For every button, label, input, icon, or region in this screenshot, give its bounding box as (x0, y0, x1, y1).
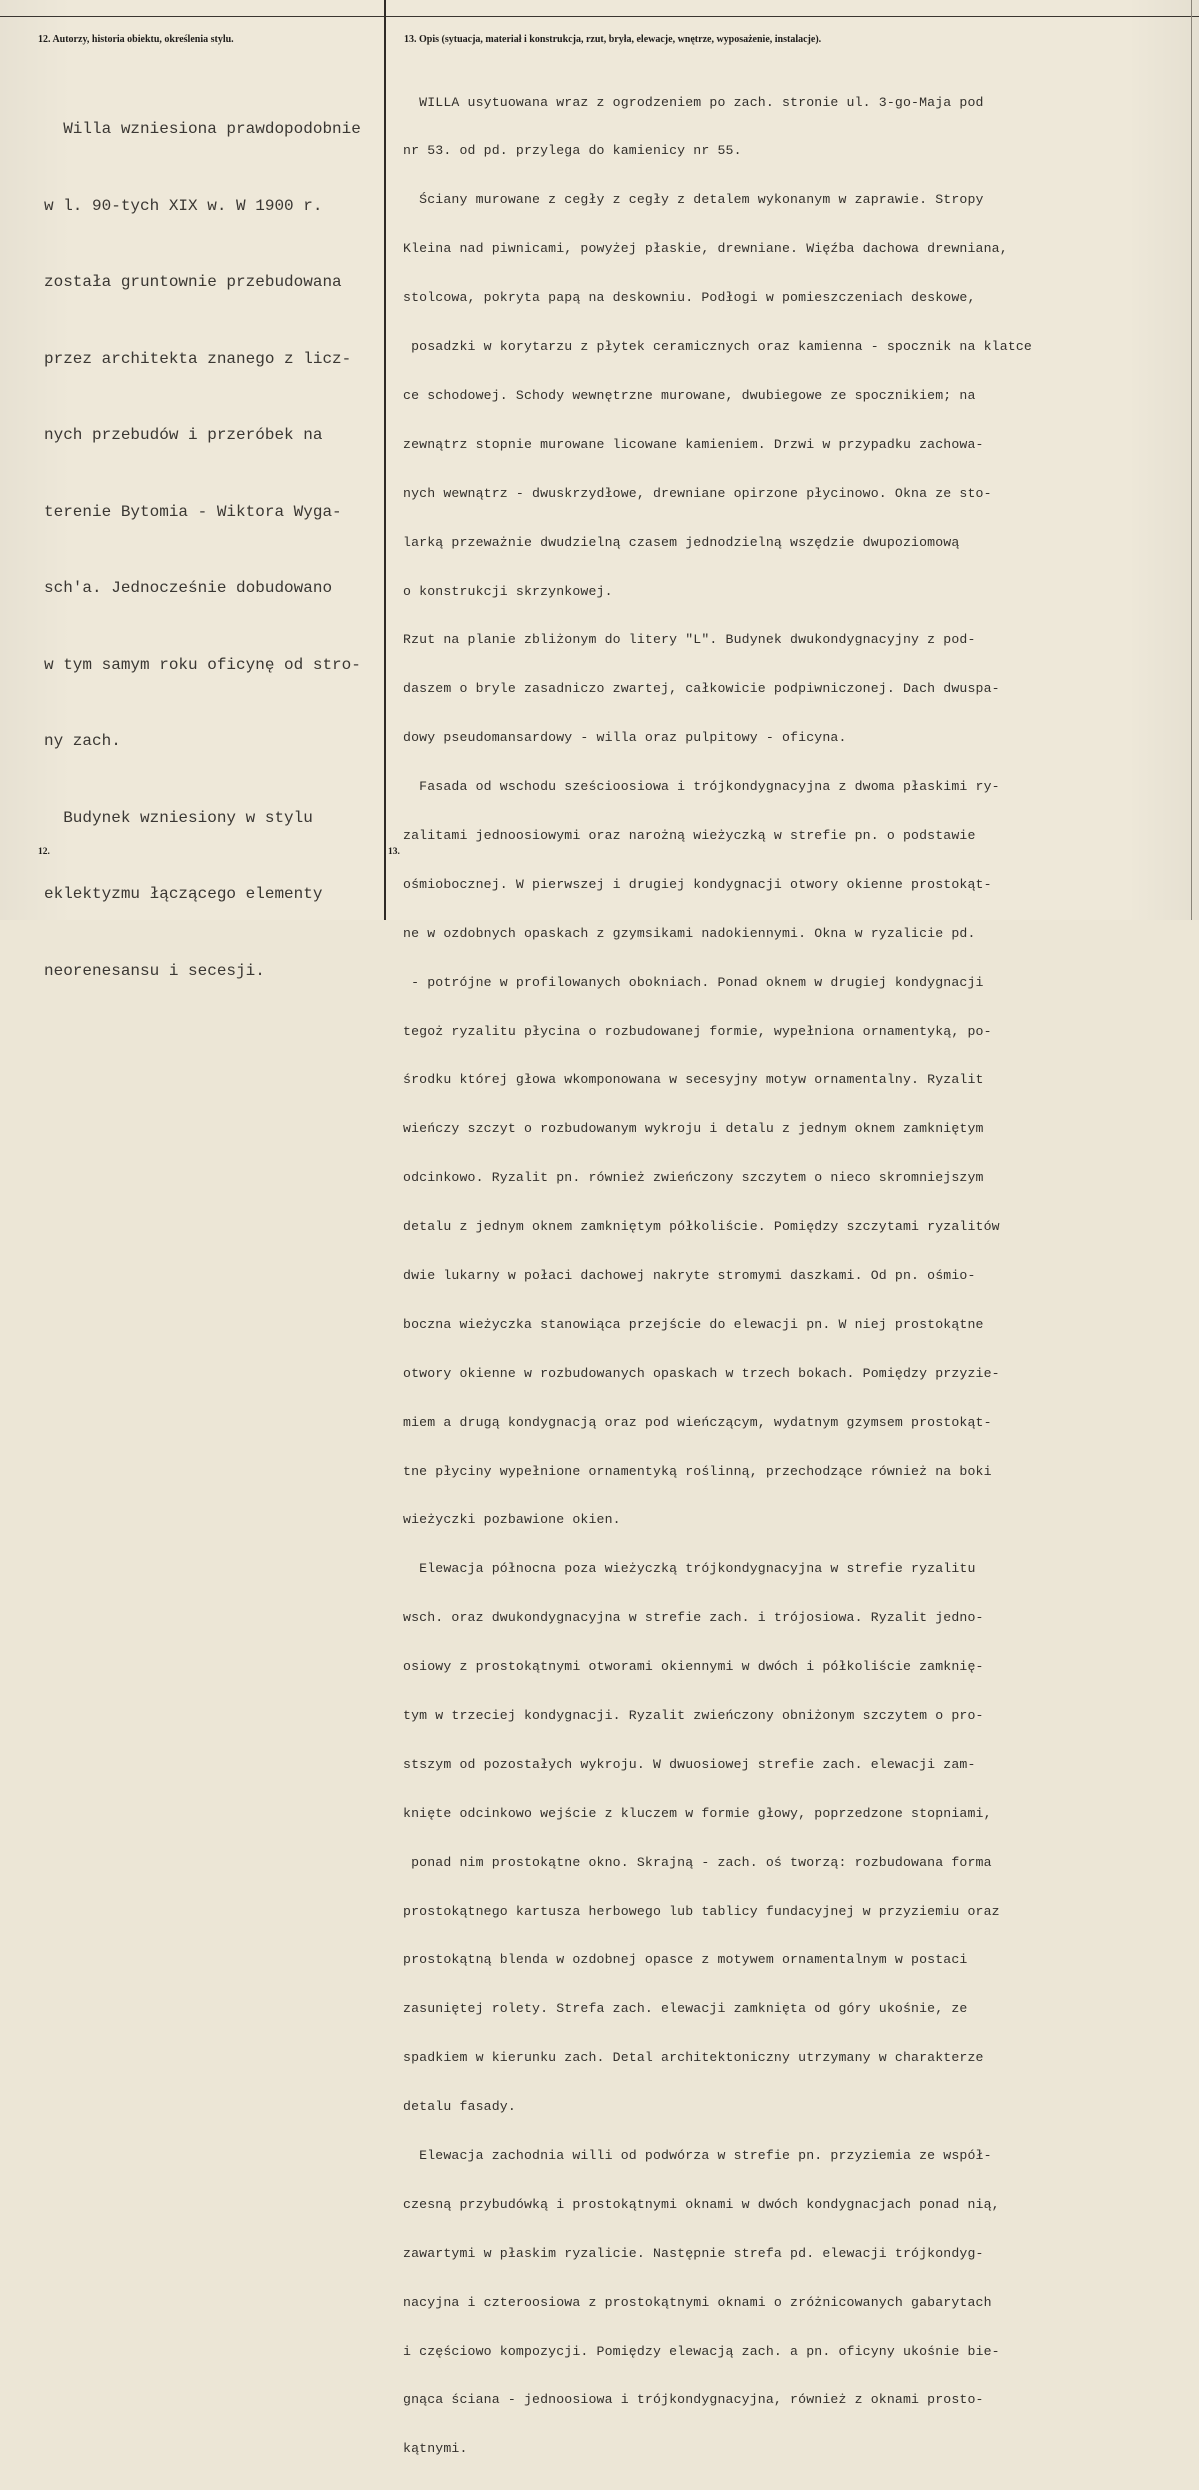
text-line: przez architekta znanego z licz- (44, 349, 352, 368)
text-line: gnąca ściana - jednoosiowa i trójkondygnacyjna, również z oknami prosto- (403, 2392, 984, 2408)
text-line: dwie lukarny w połaci dachowej nakryte stromymi daszkami. Od pn. ośmio- (403, 1267, 976, 1283)
text-line: eklektyzmu łączącego elementy (44, 885, 323, 903)
text-line: Rzut na planie zbliżonym do litery "L". Budynek dwukondygnacyjny z pod- (403, 632, 976, 648)
section-13-number: 13. Opis (404, 34, 440, 45)
page-edge (1191, 0, 1192, 920)
text-line: nacyjna i czteroosiowa z prostokątnymi oknami o zróżnicowanych gabarytach (403, 2294, 992, 2310)
text-line: spadkiem w kierunku zach. Detal architektoniczny utrzymany w charakterze (403, 2050, 984, 2066)
text-line: ny zach. (44, 732, 121, 750)
section-13-description: (sytuacja, materiał i konstrukcja, rzut, bryła, elewacje, wnętrze, wyposażenie, instalacje). (441, 34, 822, 45)
text-line: została gruntownie przebudowana (44, 273, 342, 291)
text-line: nr 53. od pd. przylega do kamienicy nr 55. (403, 143, 742, 159)
text-line: zalitami jednoosiowymi oraz narożną wieżyczką w strefie pn. o podstawie (403, 827, 976, 843)
text-line: nych wewnątrz - dwuskrzydłowe, drewniane opirzone płycinowo. Okna ze sto- (403, 485, 992, 501)
text-line: Kleina nad piwnicami, powyżej płaskie, drewniane. Więźba dachowa drewniana, (403, 241, 1008, 257)
text-line: sch'a. Jednocześnie dobudowano (44, 579, 333, 597)
text-line: wsch. oraz dwukondygnacyjna w strefie zach. i trójosiowa. Ryzalit jedno- (403, 1610, 984, 1626)
text-line: ponad nim prostokątne okno. Skrajną - zach. oś tworzą: rozbudowana forma (403, 1854, 992, 1870)
text-line: Budynek wzniesiony w stylu (44, 808, 313, 827)
text-line: knięte odcinkowo wejście z kluczem w formie głowy, poprzedzone stopniami, (403, 1805, 992, 1821)
text-line: detalu fasady. (403, 2099, 516, 2115)
text-line: tym w trzeciej kondygnacji. Ryzalit zwieńczony obniżonym szczytem o pro- (403, 1707, 984, 1723)
section-13-footer-number: 13. (388, 847, 400, 857)
text-line: odcinkowo. Ryzalit pn. również zwieńczony szczytem o nieco skromniejszym (403, 1170, 984, 1186)
text-line: boczna wieżyczka stanowiąca przejście do elewacji pn. W niej prostokątne (403, 1316, 984, 1332)
text-line: zewnątrz stopnie murowane licowane kamieniem. Drzwi w przypadku zachowa- (403, 436, 984, 452)
section-12-header: 12. Autorzy, historia obiektu, określenia stylu. (38, 34, 234, 45)
text-line: w tym samym roku oficynę od stro- (44, 655, 361, 674)
text-line: ne w ozdobnych opaskach z gzymsikami nadokiennymi. Okna w ryzalicie pd. (403, 925, 976, 941)
text-line: tne płyciny wypełnione ornamentyką roślinną, przechodzące również na boki (403, 1463, 992, 1479)
column-divider (384, 0, 386, 920)
text-line: Ściany murowane z cegły z cegły z detalem wykonanym w zaprawie. Stropy (403, 192, 984, 208)
text-line: terenie Bytomia - Wiktora Wyga- (44, 502, 342, 521)
text-line: ośmiobocznej. W pierwszej i drugiej kondygnacji otwory okienne prostokąt- (403, 876, 992, 892)
text-line: o konstrukcji skrzynkowej. (403, 583, 613, 599)
text-line: Elewacja zachodnia willi od podwórza w strefie pn. przyziemia ze współ- (403, 2148, 992, 2163)
text-line: kątnymi. (403, 2441, 468, 2457)
text-line: nych przebudów i przeróbek na (44, 426, 323, 444)
text-line: tegoż ryzalitu płycina o rozbudowanej formie, wypełniona ornamentyką, po- (403, 1023, 992, 1039)
text-line: prostokątną blenda w ozdobnej opasce z motywem ornamentalnym w postaci (403, 1952, 968, 1968)
text-line: larką przeważnie dwudzielną czasem jednodzielną wszędzie dwupoziomową (403, 534, 960, 550)
text-line: zasuniętej rolety. Strefa zach. elewacji zamknięta od góry ukośnie, ze (403, 2001, 968, 2017)
text-line: daszem o bryle zasadniczo zwartej, całkowicie podpiwniczonej. Dach dwuspa- (403, 681, 1000, 697)
section-13-typed-text (403, 62, 1188, 2490)
text-line: osiowy z prostokątnymi otworami okiennymi w dwóch i półkoliście zamknię- (403, 1659, 984, 1675)
section-12-footer-number: 12. (38, 847, 50, 857)
text-line: zawartymi w płaskim ryzalicie. Następnie strefa pd. elewacji trójkondyg- (403, 2245, 984, 2261)
text-line: Fasada od wschodu sześcioosiowa i trójkondygnacyjna z dwoma płaskimi ry- (403, 779, 1000, 795)
text-line: stolcowa, pokryta papą na deskowniu. Podłogi w pomieszczeniach deskowe, (403, 290, 976, 306)
text-line: prostokątnego kartusza herbowego lub tablicy fundacyjnej w przyziemiu oraz (403, 1903, 1000, 1919)
text-line: - potrójne w profilowanych obokniach. Ponad oknem w drugiej kondygnacji (403, 974, 984, 990)
text-line: czesną przybudówką i prostokątnymi oknami w dwóch kondygnacjach ponad nią, (403, 2196, 1000, 2212)
text-line: Willa wzniesiona prawdopodobnie (44, 120, 361, 138)
text-line: środku której głowa wkomponowana w secesyjny motyw ornamentalny. Ryzalit (403, 1072, 984, 1088)
text-line: WILLA usytuowana wraz z ogrodzeniem po zach. stronie ul. 3-go-Maja pod (403, 94, 984, 110)
text-line: posadzki w korytarzu z płytek ceramicznych oraz kamienna - spocznik na klatce (403, 339, 1032, 355)
text-line: ce schodowej. Schody wewnętrzne murowane, dwubiegowe ze spocznikiem; na (403, 387, 976, 403)
text-line: dowy pseudomansardowy - willa oraz pulpitowy - oficyna. (403, 730, 847, 746)
text-line: detalu z jednym oknem zamkniętym półkoliście. Pomiędzy szczytami ryzalitów (403, 1219, 1000, 1235)
text-line: stszym od pozostałych wykroju. W dwuosiowej strefie zach. elewacji zam- (403, 1756, 976, 1772)
text-line: otwory okienne w rozbudowanych opaskach w trzech bokach. Pomiędzy przyzie- (403, 1365, 1000, 1381)
section-12-typed-text (44, 66, 384, 1035)
text-line: w l. 90-tych XIX w. W 1900 r. (44, 196, 323, 215)
text-line: neorenesansu i secesji. (44, 961, 265, 980)
text-line: miem a drugą kondygnacją oraz pod wieńczącym, wydatnym gzymsem prostokąt- (403, 1414, 992, 1430)
text-line: wieńczy szczyt o rozbudowanym wykroju i detalu z jednym oknem zamkniętym (403, 1121, 984, 1137)
section-13-header (404, 34, 821, 45)
text-line: Elewacja północna poza wieżyczką trójkondygnacyjna w strefie ryzalitu (403, 1561, 976, 1577)
text-line: wieżyczki pozbawione okien. (403, 1512, 621, 1528)
text-line: i częściowo kompozycji. Pomiędzy elewacją zach. a pn. oficyny ukośnie bie- (403, 2343, 1000, 2359)
top-rule (0, 16, 1199, 17)
